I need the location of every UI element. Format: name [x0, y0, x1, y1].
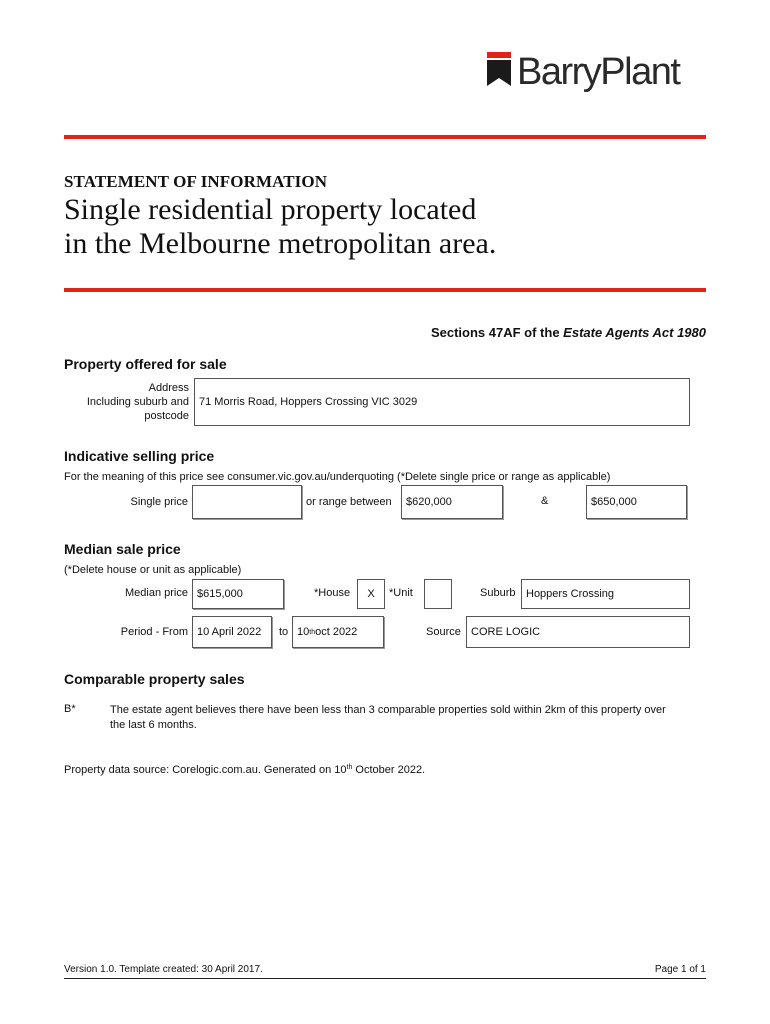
title-line-2: in the Melbourne metropolitan area. [64, 227, 497, 260]
source-label: Source [426, 626, 461, 638]
sections-act: Estate Agents Act 1980 [563, 325, 706, 340]
document-kicker: STATEMENT OF INFORMATION [64, 172, 328, 191]
address-field[interactable]: 71 Morris Road, Hoppers Crossing VIC 3029 [194, 378, 690, 426]
top-red-rule [64, 135, 706, 139]
sections-reference [431, 325, 706, 340]
period-to-day: 10 [297, 626, 310, 638]
period-to-label: to [279, 626, 289, 638]
period-from-label: Period - From [120, 626, 188, 638]
address-label-line-1: Address [148, 382, 189, 394]
comparable-text-line-1: The estate agent believes there have been less than 3 comparable properties sold within 2km of this property over [110, 704, 666, 716]
brand-logo-text: BarryPlant [517, 51, 680, 93]
comparable-heading: Comparable property sales [64, 671, 245, 687]
indicative-heading: Indicative selling price [64, 448, 215, 464]
house-label: *House [314, 587, 351, 599]
source-field[interactable]: CORE LOGIC [466, 616, 690, 648]
indicative-note: For the meaning of this price see consumer.vic.gov.au/underquoting (*Delete single price or range as applicable) [64, 471, 611, 483]
comparable-text-line-2: the last 6 months. [110, 719, 197, 731]
median-price-label: Median price [125, 587, 188, 599]
footer-version: Version 1.0. Template created: 30 April 2017. [64, 964, 263, 975]
single-price-label: Single price [130, 496, 188, 508]
range-high-field[interactable]: $650,000 [586, 485, 687, 519]
period-to-sup: th [309, 628, 316, 636]
range-low-field[interactable]: $620,000 [401, 485, 503, 519]
house-checkbox[interactable]: X [357, 579, 385, 609]
period-from-field[interactable]: 10 April 2022 [192, 616, 272, 648]
sections-prefix: Sections 47AF of the [430, 325, 564, 340]
data-source-prefix: Property data source: Corelogic.com.au. Generated on 10 [64, 764, 347, 776]
address-label-line-2: Including suburb and [86, 396, 189, 408]
unit-label: *Unit [389, 587, 413, 599]
unit-checkbox[interactable] [424, 579, 452, 609]
median-price-field[interactable]: $615,000 [192, 579, 284, 609]
suburb-label: Suburb [480, 587, 516, 599]
suburb-field[interactable]: Hoppers Crossing [521, 579, 690, 609]
median-heading: Median sale price [64, 541, 181, 557]
footer-page-number: Page 1 of 1 [654, 964, 706, 975]
period-to-rest: oct 2022 [315, 626, 358, 638]
footer-rule [64, 978, 706, 979]
range-ampersand: & [541, 495, 549, 507]
comparable-text [110, 703, 710, 733]
range-label: or range between [306, 496, 392, 508]
comparable-option: B* [64, 703, 76, 715]
data-source-suffix: October 2022. [352, 764, 426, 776]
property-heading: Property offered for sale [64, 356, 227, 372]
median-note: (*Delete house or unit as applicable) [64, 564, 242, 576]
address-label [64, 381, 189, 423]
address-label-line-3: postcode [144, 410, 189, 422]
document-title [64, 193, 704, 261]
single-price-field[interactable] [192, 485, 302, 519]
bottom-red-rule [64, 288, 706, 292]
barry-plant-logo-icon [487, 52, 511, 86]
title-line-1: Single residential property located [64, 193, 477, 226]
period-to-field[interactable] [292, 616, 384, 648]
data-source-sup: th [346, 764, 353, 771]
data-source-note [64, 764, 425, 776]
